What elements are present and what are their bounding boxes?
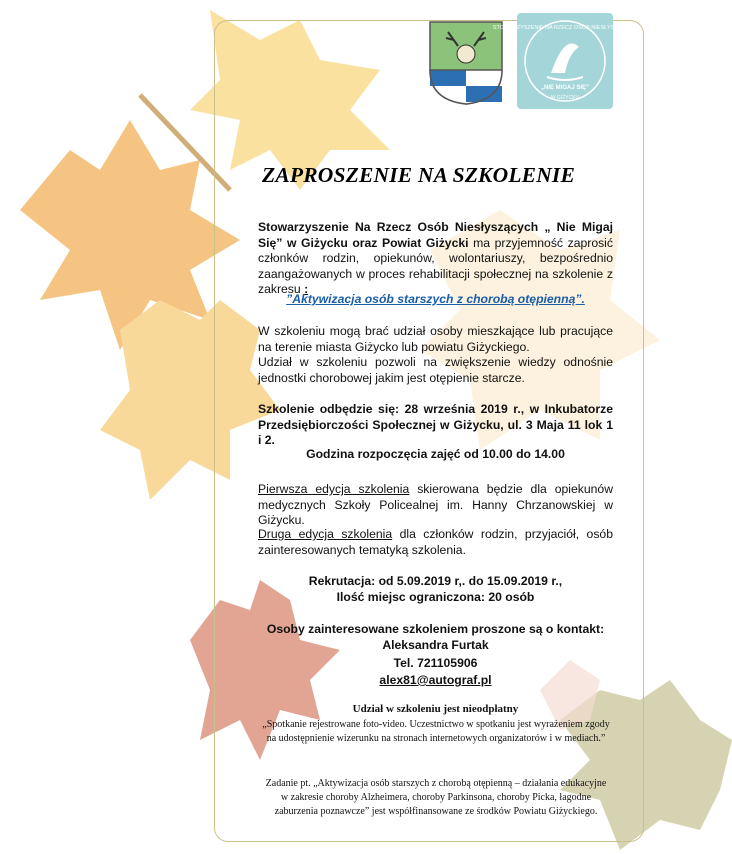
edition2-label: Druga edycja szkolenia [258, 527, 393, 541]
free-participation: Udział w szkoleniu jest nieodpłatny [352, 703, 519, 715]
edition1-paragraph [258, 482, 613, 529]
eligibility-paragraph: W szkoleniu mogą brać udział osoby mieszkające lub pracujące na terenie miasta Giżycko lub powiatu Giżyckiego. [258, 324, 613, 354]
logo-ring-text: STOWARZYSZENIE NA RZECZ OSÓB NIESŁYSZĄCYCH [492, 25, 638, 31]
recruitment-dates: Rekrutacja: od 5.09.2019 r,. do 15.09.2019 r., [308, 574, 563, 588]
recording-notice: „Spotkanie rejestrowane foto-video. Uczestnictwo w spotkaniu jest wyrażeniem zgody na udostępnienie wizerunku na stronach internetowych organizatorów i w mediach.” [262, 719, 610, 744]
places-limit: Ilość miejsc ograniczona: 20 osób [336, 590, 535, 604]
contact-intro: Osoby zainteresowane szkoleniem proszone są o kontakt: [266, 622, 605, 636]
funding-notice: Zadanie pt. „Aktywizacja osób starszych z chorobą otępienną – działania edukacyjne w zakresie choroby Alzheimera, choroby Parkinsona, choroby Picka, łagodne zaburzenia poznawcze” jest współfinansowane ze środków Powiatu Giżyckiego. [265, 778, 607, 817]
intro-paragraph [258, 220, 613, 298]
date-location-info: Szkolenie odbędzie się: 28 września 2019 r., w Inkubatorze Przedsiębiorczości Społecznej w Giżycku, ul. 3 Maja 11 lok 1 i 2. [258, 402, 613, 447]
benefit-paragraph: Udział w szkoleniu pozwoli na zwiększenie wiedzy odnośnie jednostki chorobowej jakim jest otępienie starcze. [258, 355, 613, 385]
contact-phone: Tel. 721105906 [393, 656, 478, 670]
hours-info: Godzina rozpoczęcia zajęć od 10.00 do 14.00 [306, 447, 565, 461]
contact-email-link[interactable]: alex81@autograf.pl [379, 673, 492, 687]
intro-organizers: Stowarzyszenie Na Rzecz Osób Niesłyszących „ Nie Migaj Się” w Giżycku oraz Powiat Giżycki [258, 220, 613, 250]
edition2-text: dla członków rodzin, przyjaciół, osób zainteresowanych tematyką szkolenia. [258, 527, 613, 557]
contact-name: Aleksandra Furtak [382, 638, 489, 652]
edition2-paragraph [258, 527, 613, 558]
edition1-text: skierowana będzie dla opiekunów medycznych Szkoły Policealnej im. Hanny Chrzanowskiej w Giżycku. [258, 482, 613, 527]
logo-city: W GIŻYCKU [550, 95, 580, 101]
powiat-coat-of-arms-logo [428, 20, 504, 106]
intro-text: ma przyjemność zaprosić członków rodzin, opiekunów, wolontariuszy, bezpośrednio zaangażowanych w proces rehabilitacji społecznej na szkolenie z zakresu [258, 235, 613, 296]
edition1-label: Pierwsza edycja szkolenia [258, 482, 410, 496]
intro-colon: : [304, 282, 309, 296]
page-title: ZAPROSZENIE NA SZKOLENIE [262, 163, 576, 187]
training-topic-link[interactable]: ”Aktywizacja osób starszych z chorobą otępienną”. [286, 292, 585, 306]
training-topic [258, 292, 613, 308]
logo-motto: „NIE MIGAJ SIĘ” [540, 85, 590, 91]
contact-email-row [258, 673, 613, 689]
association-logo [492, 13, 638, 109]
